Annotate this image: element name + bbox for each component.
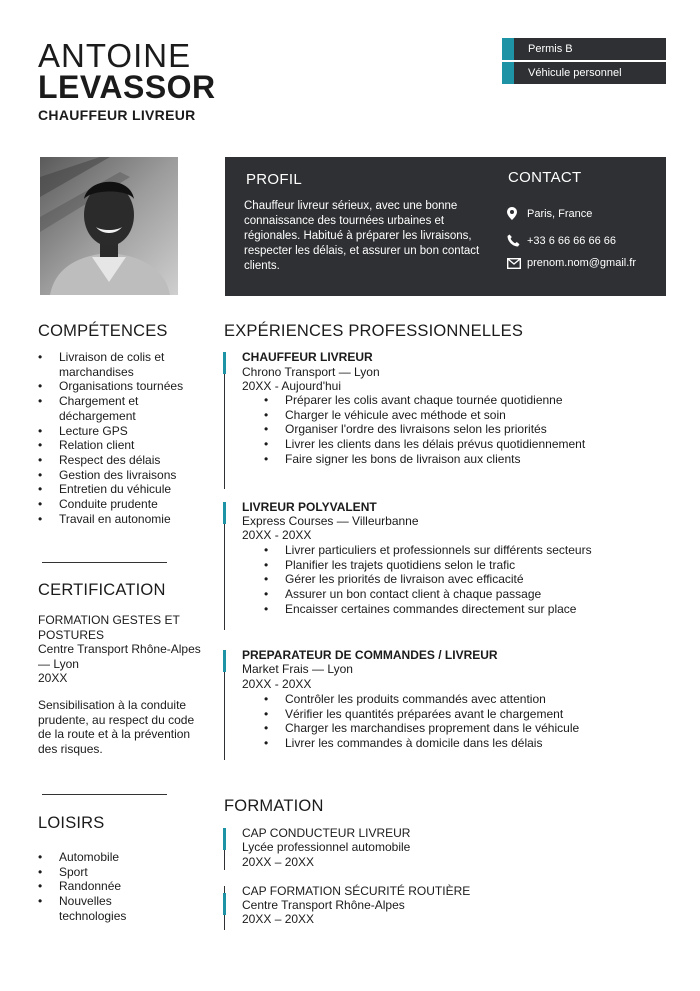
timeline-accent bbox=[223, 352, 226, 374]
contact-email[interactable] bbox=[507, 257, 636, 269]
formation-title: FORMATION bbox=[224, 797, 324, 815]
timeline-accent bbox=[223, 502, 226, 524]
timeline-accent bbox=[223, 650, 226, 672]
tag-vehicule bbox=[502, 62, 666, 84]
list-item: • Respect des délais bbox=[38, 453, 208, 468]
list-item: • Charger les marchandises proprement dans le véhicule bbox=[264, 721, 579, 736]
exp-dates: 20XX - 20XX bbox=[242, 528, 312, 542]
tag-accent bbox=[502, 62, 514, 84]
list-item: • Assurer un bon contact client à chaque passage bbox=[264, 587, 592, 602]
exp-tasks bbox=[264, 393, 585, 467]
exp-title: LIVREUR POLYVALENT bbox=[242, 500, 377, 514]
timeline-accent bbox=[223, 893, 226, 915]
list-item: • Préparer les colis avant chaque tournée quotidienne bbox=[264, 393, 585, 408]
competences-list bbox=[38, 350, 208, 526]
certification-org: Centre Transport Rhône-Alpes — Lyon bbox=[38, 642, 201, 671]
exp-company: Chrono Transport — Lyon bbox=[242, 365, 380, 379]
tag-label: Permis B bbox=[528, 43, 573, 55]
mail-icon bbox=[507, 258, 527, 269]
job-title: CHAUFFEUR LIVREUR bbox=[38, 107, 196, 123]
loisirs-title: LOISIRS bbox=[38, 814, 105, 832]
list-item: • Faire signer les bons de livraison aux clients bbox=[264, 452, 585, 467]
list-item: • Organisations tournées bbox=[38, 379, 208, 394]
exp-dates: 20XX - Aujourd'hui bbox=[242, 379, 342, 393]
list-item: • Vérifier les quantités préparées avant le chargement bbox=[264, 707, 579, 722]
tag-label: Véhicule personnel bbox=[528, 67, 622, 79]
certification-desc: Sensibilisation à la conduite prudente, au respect du code de la route et à la prévention des risques. bbox=[38, 698, 195, 756]
formation-school: Lycée professionnel automobile bbox=[242, 840, 411, 854]
list-item: • Automobile bbox=[38, 850, 178, 865]
formation-dates: 20XX – 20XX bbox=[242, 855, 315, 869]
list-item: • Encaisser certaines commandes directement sur place bbox=[264, 602, 592, 617]
divider bbox=[42, 794, 167, 795]
contact-city-text: Paris, France bbox=[527, 207, 593, 220]
profil-title: PROFIL bbox=[246, 171, 302, 188]
contact-title: CONTACT bbox=[508, 169, 582, 186]
certification-date: 20XX bbox=[38, 671, 68, 685]
phone-icon bbox=[507, 234, 527, 247]
formation-school: Centre Transport Rhône-Alpes bbox=[242, 898, 405, 912]
list-item: • Gérer les priorités de livraison avec efficacité bbox=[264, 572, 592, 587]
profil-text: Chauffeur livreur sérieux, avec une bonne connaissance des tournées urbaines et régionales. Habitué à préparer les livraisons, respecter les délais, et assurer un bon contact clients. bbox=[244, 200, 480, 272]
contact-phone-text: +33 6 66 66 66 66 bbox=[527, 234, 616, 247]
list-item: • Livrer particuliers et professionnels sur différents secteurs bbox=[264, 543, 592, 558]
tag-permis bbox=[502, 38, 666, 60]
list-item: • Livrer les commandes à domicile dans les délais bbox=[264, 736, 579, 751]
loisirs-list bbox=[38, 850, 178, 924]
exp-dates: 20XX - 20XX bbox=[242, 677, 312, 691]
exp-title: CHAUFFEUR LIVREUR bbox=[242, 350, 373, 364]
timeline-accent bbox=[223, 828, 226, 850]
formation-item-title: CAP CONDUCTEUR LIVREUR bbox=[242, 826, 411, 840]
last-name: LEVASSOR bbox=[38, 69, 216, 105]
exp-company: Express Courses — Villeurbanne bbox=[242, 514, 419, 528]
list-item: • Chargement et déchargement bbox=[38, 394, 208, 423]
exp-tasks bbox=[264, 692, 579, 751]
profil-contact-panel bbox=[225, 157, 666, 296]
formation-item-title: CAP FORMATION SÉCURITÉ ROUTIÈRE bbox=[242, 884, 471, 898]
contact-email-text[interactable]: prenom.nom@gmail.fr bbox=[527, 257, 636, 269]
formation-dates: 20XX – 20XX bbox=[242, 912, 315, 926]
list-item: • Relation client bbox=[38, 438, 208, 453]
list-item: • Planifier les trajets quotidiens selon le trafic bbox=[264, 558, 592, 573]
certification-title: CERTIFICATION bbox=[38, 581, 166, 599]
first-name: ANTOINE bbox=[38, 37, 192, 74]
list-item: • Conduite prudente bbox=[38, 497, 208, 512]
divider bbox=[42, 562, 167, 563]
exp-tasks bbox=[264, 543, 592, 617]
contact-phone bbox=[507, 234, 616, 247]
experiences-title: EXPÉRIENCES PROFESSIONNELLES bbox=[224, 322, 524, 340]
list-item: • Livrer les clients dans les délais prévus quotidiennement bbox=[264, 437, 585, 452]
location-pin-icon bbox=[507, 207, 527, 220]
list-item: • Livraison de colis et marchandises bbox=[38, 350, 208, 379]
list-item: • Contrôler les produits commandés avec attention bbox=[264, 692, 579, 707]
certification-block bbox=[38, 613, 208, 686]
exp-company: Market Frais — Lyon bbox=[242, 662, 353, 676]
list-item: • Lecture GPS bbox=[38, 424, 208, 439]
list-item: • Travail en autonomie bbox=[38, 512, 208, 527]
list-item: • Nouvelles technologies bbox=[38, 894, 178, 923]
certification-name: FORMATION GESTES ET POSTURES bbox=[38, 613, 180, 642]
list-item: • Sport bbox=[38, 865, 178, 880]
list-item: • Gestion des livraisons bbox=[38, 468, 208, 483]
list-item: • Randonnée bbox=[38, 879, 178, 894]
exp-title: PREPARATEUR DE COMMANDES / LIVREUR bbox=[242, 648, 498, 662]
contact-city bbox=[507, 207, 592, 220]
list-item: • Organiser l'ordre des livraisons selon les priorités bbox=[264, 422, 585, 437]
profile-photo bbox=[40, 157, 178, 295]
competences-title: COMPÉTENCES bbox=[38, 322, 168, 340]
list-item: • Entretien du véhicule bbox=[38, 482, 208, 497]
list-item: • Charger le véhicule avec méthode et soin bbox=[264, 408, 585, 423]
tag-accent bbox=[502, 38, 514, 60]
